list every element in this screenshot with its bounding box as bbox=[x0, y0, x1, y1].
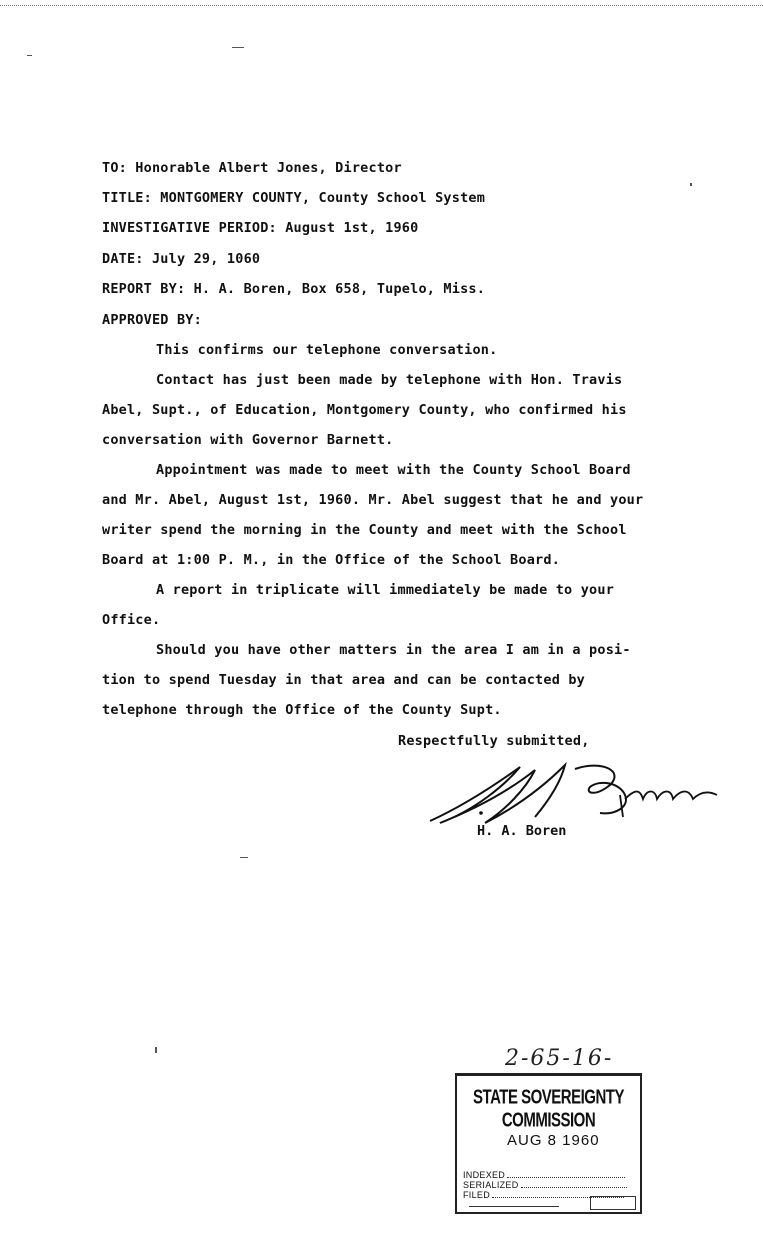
memo-report-by: REPORT BY: H. A. Boren, Box 658, Tupelo, Miss. bbox=[102, 281, 486, 297]
stamp-rule-left bbox=[469, 1206, 559, 1207]
signature-graphic bbox=[425, 755, 725, 845]
memo-title: TITLE: MONTGOMERY COUNTY, County School System bbox=[102, 190, 486, 206]
file-number-handwritten: 2-65-16- bbox=[505, 1046, 614, 1071]
body-paragraph-3-line-1: Appointment was made to meet with the County School Board bbox=[156, 462, 631, 478]
memo-to: TO: Honorable Albert Jones, Director bbox=[102, 160, 402, 176]
scan-speck bbox=[690, 183, 692, 186]
body-paragraph-5-line-3: telephone through the Office of the County Supt. bbox=[102, 702, 502, 718]
scan-speck bbox=[232, 47, 244, 48]
commission-received-stamp bbox=[455, 1073, 642, 1214]
body-paragraph-2-line-3: conversation with Governor Barnett. bbox=[102, 432, 394, 448]
body-paragraph-5-line-1: Should you have other matters in the area I am in a posi- bbox=[156, 642, 631, 658]
body-paragraph-3-line-2: and Mr. Abel, August 1st, 1960. Mr. Abel suggest that he and your bbox=[102, 492, 644, 508]
memo-approved-by: APPROVED BY: bbox=[102, 312, 202, 328]
body-paragraph-3-line-3: writer spend the morning in the County and meet with the School bbox=[102, 522, 627, 538]
memo-period: INVESTIGATIVE PERIOD: August 1st, 1960 bbox=[102, 220, 419, 236]
body-paragraph-4-line-2: Office. bbox=[102, 612, 161, 628]
memo-date: DATE: July 29, 1060 bbox=[102, 251, 261, 267]
body-paragraph-2-line-1: Contact has just been made by telephone with Hon. Travis bbox=[156, 372, 623, 388]
stamp-indexed-field bbox=[463, 1170, 625, 1180]
stamp-date: AUG 8 1960 bbox=[507, 1132, 600, 1149]
scan-speck bbox=[240, 857, 248, 858]
closing-salutation: Respectfully submitted, bbox=[398, 733, 590, 749]
scan-speck bbox=[27, 55, 32, 56]
body-paragraph-1: This confirms our telephone conversation. bbox=[156, 342, 498, 358]
stamp-serialized-label: SERIALIZED bbox=[463, 1180, 519, 1190]
page-top-edge bbox=[0, 0, 763, 6]
handwritten-signature bbox=[425, 755, 725, 845]
stamp-box-right bbox=[590, 1196, 636, 1210]
stamp-filed-label: FILED bbox=[463, 1190, 491, 1200]
scan-speck bbox=[155, 1047, 157, 1053]
body-paragraph-2-line-2: Abel, Supt., of Education, Montgomery County, who confirmed his bbox=[102, 402, 627, 418]
stamp-title: STATE SOVEREIGNTY COMMISSION bbox=[473, 1086, 624, 1132]
stamp-serialized-field bbox=[463, 1180, 627, 1190]
body-paragraph-4-line-1: A report in triplicate will immediately be made to your bbox=[156, 582, 615, 598]
stamp-indexed-label: INDEXED bbox=[463, 1170, 506, 1180]
signatory-name: H. A. Boren bbox=[477, 823, 567, 839]
body-paragraph-5-line-2: tion to spend Tuesday in that area and can be contacted by bbox=[102, 672, 586, 688]
body-paragraph-3-line-4: Board at 1:00 P. M., in the Office of the School Board. bbox=[102, 552, 561, 568]
